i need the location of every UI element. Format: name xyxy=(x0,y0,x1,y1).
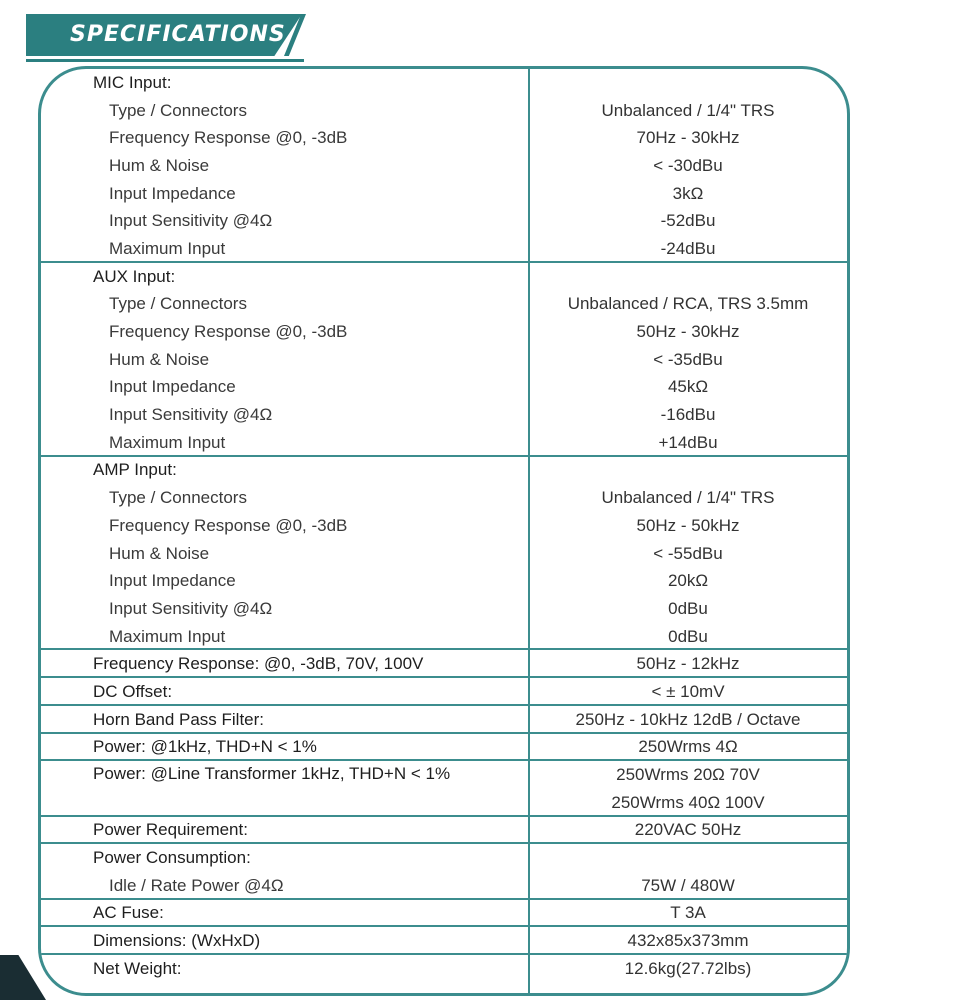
section-title: AMP Input: xyxy=(93,460,177,480)
section-title: Power Consumption: xyxy=(93,848,251,868)
spec-row xyxy=(41,124,847,152)
spec-value: Unbalanced / RCA, TRS 3.5mm xyxy=(567,294,809,314)
spec-value: -24dBu xyxy=(660,238,716,258)
spec-value: 250Wrms 40Ω 100V xyxy=(611,792,765,812)
spec-label: Power: @1kHz, THD+N < 1% xyxy=(93,737,317,757)
spec-row xyxy=(41,97,847,125)
spec-label: Input Sensitivity @4Ω xyxy=(109,405,273,425)
spec-row xyxy=(41,180,847,208)
spec-value-stack xyxy=(529,761,847,816)
spec-label: Input Sensitivity @4Ω xyxy=(109,211,273,231)
spec-value: Unbalanced / 1/4" TRS xyxy=(601,488,775,508)
spec-label: Input Impedance xyxy=(109,183,236,203)
spec-label: Hum & Noise xyxy=(109,543,210,563)
spec-label: Type / Connectors xyxy=(109,488,247,508)
section-heading-power-consumption xyxy=(41,844,847,872)
spec-value: 220VAC 50Hz xyxy=(634,820,742,840)
spec-label: Input Sensitivity @4Ω xyxy=(109,598,273,618)
spec-row-power-consumption xyxy=(41,872,847,900)
spec-row-frequency-response xyxy=(41,650,847,678)
spec-label: Horn Band Pass Filter: xyxy=(93,709,265,729)
spec-label: Type / Connectors xyxy=(109,100,247,120)
spec-row-power-requirement xyxy=(41,817,847,845)
spec-label: Hum & Noise xyxy=(109,349,210,369)
spec-row xyxy=(41,346,847,374)
spec-row xyxy=(41,595,847,623)
spec-row xyxy=(41,235,847,263)
spec-value: 0dBu xyxy=(668,598,708,618)
spec-label: DC Offset: xyxy=(93,681,173,701)
spec-label: Hum & Noise xyxy=(109,155,210,175)
spec-value: 432x85x373mm xyxy=(627,931,749,951)
spec-label: Dimensions: (WxHxD) xyxy=(93,931,261,951)
spec-value: < -35dBu xyxy=(653,349,723,369)
section-heading-aux xyxy=(41,263,847,291)
spec-value: T 3A xyxy=(670,903,706,923)
spec-value: +14dBu xyxy=(658,432,718,452)
spec-value: 50Hz - 12kHz xyxy=(636,654,740,674)
spec-row-power-1khz xyxy=(41,734,847,762)
spec-label: Frequency Response @0, -3dB xyxy=(109,128,348,148)
spec-value: 45kΩ xyxy=(667,377,709,397)
spec-row-net-weight xyxy=(41,955,847,983)
spec-row xyxy=(41,567,847,595)
spec-value: -52dBu xyxy=(660,211,716,231)
spec-value: Unbalanced / 1/4" TRS xyxy=(601,100,775,120)
spec-label: Power: @Line Transformer 1kHz, THD+N < 1% xyxy=(93,764,451,784)
spec-value: < -55dBu xyxy=(653,543,723,563)
spec-label: Frequency Response @0, -3dB xyxy=(109,322,348,342)
spec-row-power-line xyxy=(41,761,847,816)
spec-value: < -30dBu xyxy=(653,155,723,175)
spec-value: 12.6kg(27.72lbs) xyxy=(624,958,752,978)
section-title: AUX Input: xyxy=(93,266,176,286)
spec-value: 50Hz - 50kHz xyxy=(636,515,740,535)
spec-row-dc-offset xyxy=(41,678,847,706)
spec-row xyxy=(41,484,847,512)
spec-label: Maximum Input xyxy=(109,432,226,452)
spec-label: Type / Connectors xyxy=(109,294,247,314)
specifications-table xyxy=(38,66,850,996)
spec-value: 250Wrms 20Ω 70V xyxy=(616,765,760,785)
spec-value: 250Hz - 10kHz 12dB / Octave xyxy=(575,709,801,729)
page-title: SPECIFICATIONS xyxy=(70,22,286,47)
spec-label: Input Impedance xyxy=(109,571,236,591)
spec-value: 0dBu xyxy=(668,626,708,646)
spec-value: 20kΩ xyxy=(667,571,709,591)
spec-label: Frequency Response @0, -3dB xyxy=(109,515,348,535)
section-title: MIC Input: xyxy=(93,72,172,92)
spec-row xyxy=(41,401,847,429)
spec-row xyxy=(41,540,847,568)
spec-label: Maximum Input xyxy=(109,238,226,258)
spec-label: Frequency Response: @0, -3dB, 70V, 100V xyxy=(93,654,424,674)
spec-row xyxy=(41,207,847,235)
spec-row xyxy=(41,429,847,457)
spec-label: Idle / Rate Power @4Ω xyxy=(109,875,284,895)
section-heading-amp xyxy=(41,457,847,485)
spec-row xyxy=(41,374,847,402)
spec-row xyxy=(41,291,847,319)
spec-value: 250Wrms 4Ω xyxy=(638,737,738,757)
spec-row-horn-filter xyxy=(41,706,847,734)
spec-row xyxy=(41,318,847,346)
spec-label: AC Fuse: xyxy=(93,903,164,923)
spec-row-ac-fuse xyxy=(41,900,847,928)
spec-row xyxy=(41,512,847,540)
spec-value: 75W / 480W xyxy=(641,875,735,895)
spec-label: Input Impedance xyxy=(109,377,236,397)
spec-value: < ± 10mV xyxy=(651,681,725,701)
spec-value: 3kΩ xyxy=(672,183,704,203)
spec-value: 70Hz - 30kHz xyxy=(636,128,740,148)
spec-label: Maximum Input xyxy=(109,626,226,646)
spec-value: 50Hz - 30kHz xyxy=(636,322,740,342)
spec-row-dimensions xyxy=(41,927,847,955)
spec-value: -16dBu xyxy=(660,405,716,425)
section-heading-mic xyxy=(41,69,847,97)
spec-row xyxy=(41,152,847,180)
spec-row xyxy=(41,623,847,651)
spec-label: Net Weight: xyxy=(93,958,182,978)
spec-label: Power Requirement: xyxy=(93,820,248,840)
header-underline xyxy=(26,59,304,62)
